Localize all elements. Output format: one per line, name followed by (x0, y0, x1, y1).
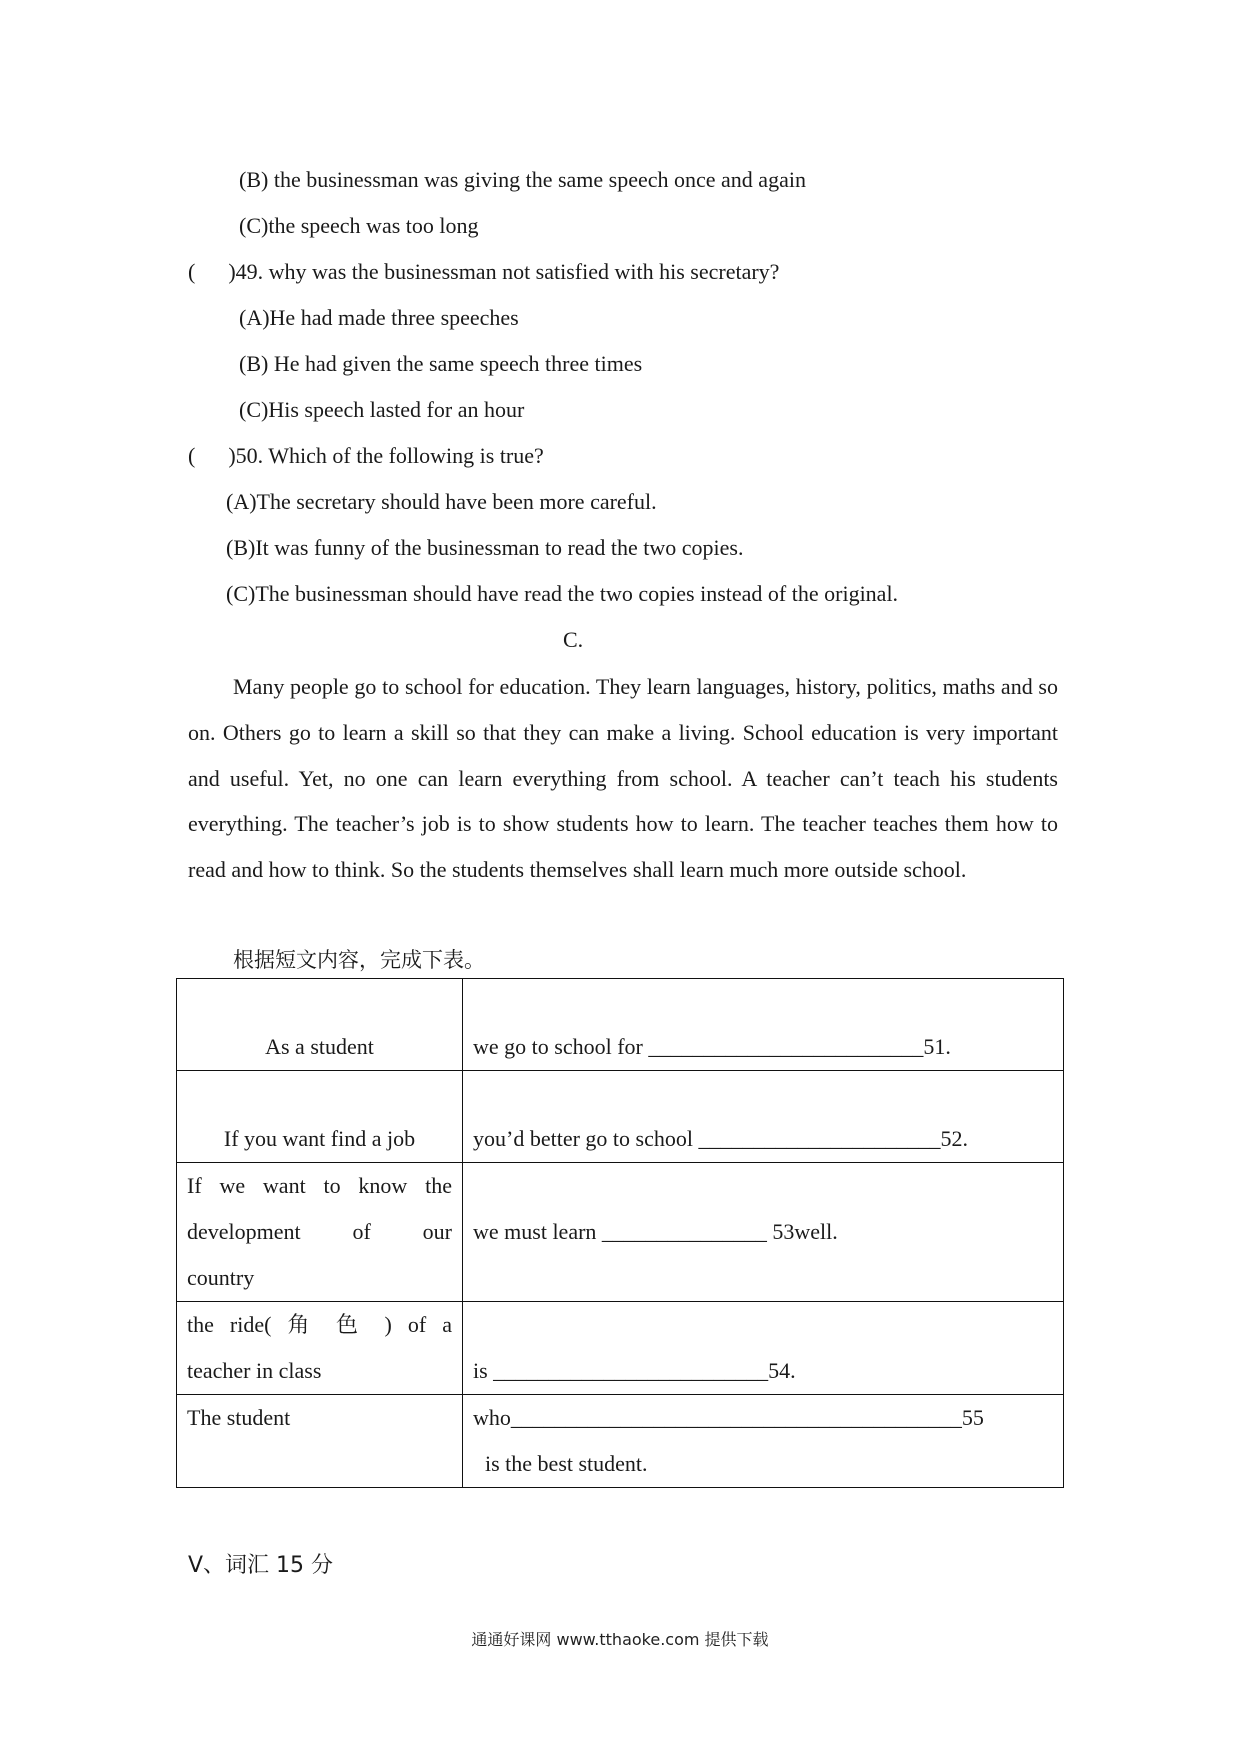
table-cell-right: we must learn _______________ 53well. (463, 1163, 1064, 1302)
q49-option-c: (C)His speech lasted for an hour (239, 397, 525, 422)
table-row (177, 979, 1064, 1071)
q49-option-b: (B) He had given the same speech three times (239, 351, 643, 376)
table-cell-left: the ride( 角 色 ) of a teacher in class (177, 1302, 463, 1395)
q50-option-a: (A)The secretary should have been more careful. (226, 489, 657, 514)
section-c-passage (188, 664, 1058, 893)
q50-stem: ( )50. Which of the following is true? (188, 443, 544, 468)
q48-option-c: (C)the speech was too long (239, 213, 479, 238)
table-cell-left: The student (177, 1395, 463, 1488)
table-cell-left: If you want find a job (177, 1071, 463, 1163)
table-row (177, 1302, 1064, 1395)
passage-text: Many people go to school for education. They learn languages, history, politics, maths and so on. Others go to learn a skill so that they can make a living. School education is very important and useful. Yet, no one can learn everything from school. A teacher can’t teach his students everything. The teacher’s job is to show students how to learn. The teacher teaches them how to read and how to think. So the students themselves shall learn much more outside school. (188, 674, 1058, 883)
table-cell-right: you’d better go to school ______________________52. (463, 1071, 1064, 1163)
page-footer: 通通好课网 www.tthaoke.com 提供下载 (471, 1630, 769, 1649)
table-instruction: 根据短文内容，完成下表。 (233, 948, 485, 972)
q49-stem: ( )49. why was the businessman not satisfied with his secretary? (188, 259, 780, 284)
table-row (177, 1163, 1064, 1302)
summary-table (176, 978, 1064, 1488)
section-c-heading: C. (563, 627, 584, 652)
q49-option-a: (A)He had made three speeches (239, 305, 519, 330)
table-cell-right: who_________________________________________55 is the best student. (463, 1395, 1064, 1488)
q50-option-b: (B)It was funny of the businessman to read the two copies. (226, 535, 744, 560)
table-cell-right: we go to school for _________________________51. (463, 979, 1064, 1071)
q50-option-c: (C)The businessman should have read the two copies instead of the original. (226, 581, 899, 606)
q48-option-b: (B) the businessman was giving the same speech once and again (239, 167, 806, 192)
table-cell-left: As a student (177, 979, 463, 1071)
table-cell-right: is _________________________54. (463, 1302, 1064, 1395)
table-row (177, 1395, 1064, 1488)
table-row (177, 1071, 1064, 1163)
section-v-heading: Ⅴ、词汇 15 分 (188, 1553, 334, 1578)
table-cell-left: If we want to know the development of our country (177, 1163, 463, 1302)
